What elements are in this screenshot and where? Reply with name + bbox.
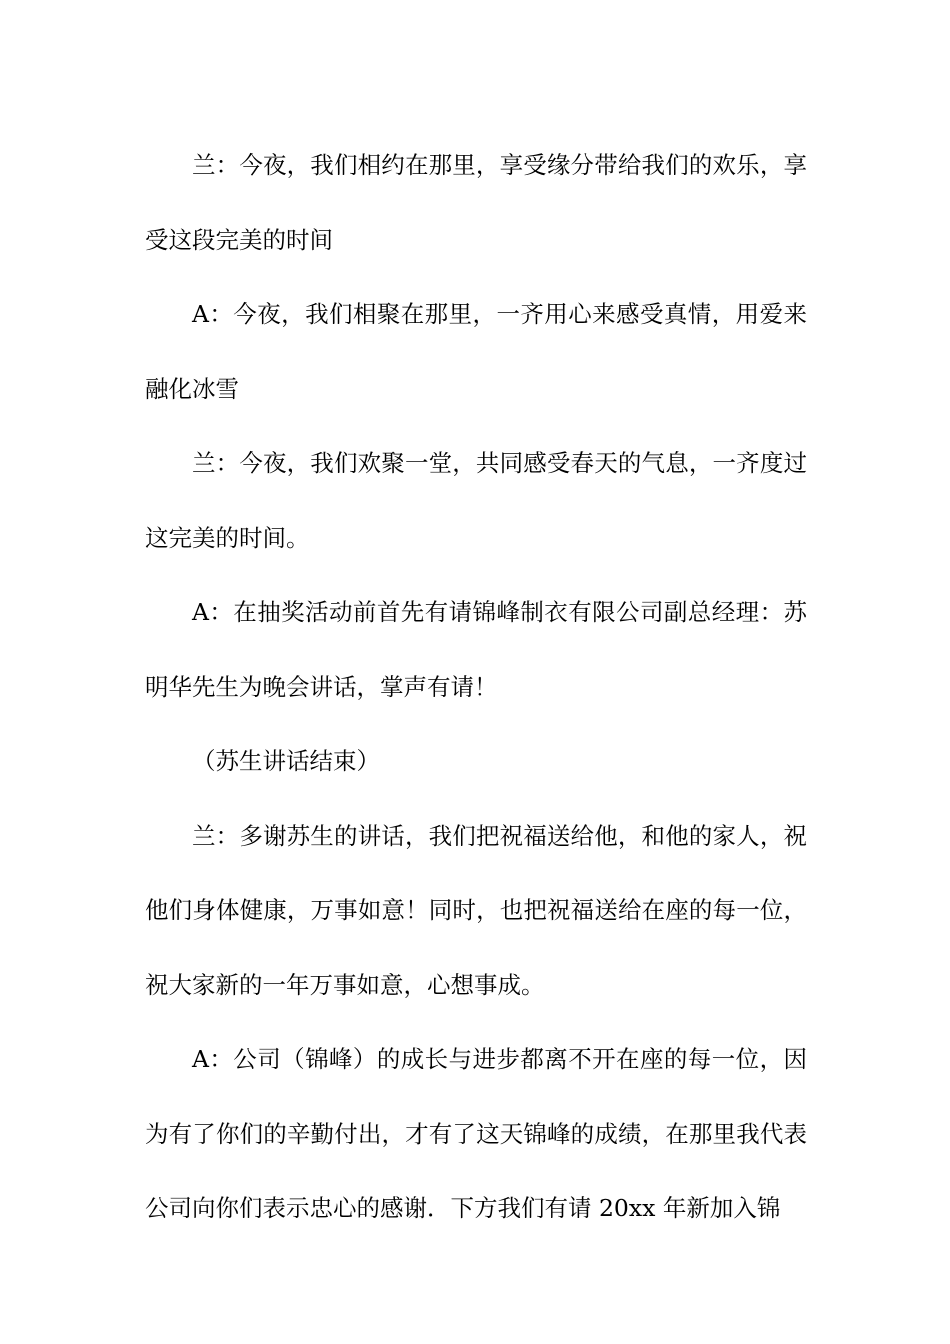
document-body [145,128,807,1246]
paragraph-7: A：公司（锦峰）的成长与进步都离不开在座的每一位，因为有了你们的辛勤付出，才有了这天锦峰的成绩，在那里我代表公司向你们表示忠心的感谢．下方我们有请 20xx 年新加入锦 [145,1045,807,1222]
paragraph-2: A：今夜，我们相聚在那里，一齐用心来感受真情，用爱来融化冰雪 [145,300,807,403]
paragraph-1: 兰：今夜，我们相约在那里，享受缘分带给我们的欢乐，享受这段完美的时间 [145,151,807,254]
paragraph-3: 兰：今夜，我们欢聚一堂，共同感受春天的气息，一齐度过这完美的时间。 [145,449,807,552]
paragraph-6: 兰：多谢苏生的讲话，我们把祝福送给他，和他的家人，祝他们身体健康，万事如意！同时，也把祝福送给在座的每一位，祝大家新的一年万事如意，心想事成。 [145,821,807,999]
paragraph-5: （苏生讲话结束） [192,747,380,775]
paragraph-4: A：在抽奖活动前首先有请锦峰制衣有限公司副总经理：苏明华先生为晚会讲话，掌声有请！ [145,598,807,701]
